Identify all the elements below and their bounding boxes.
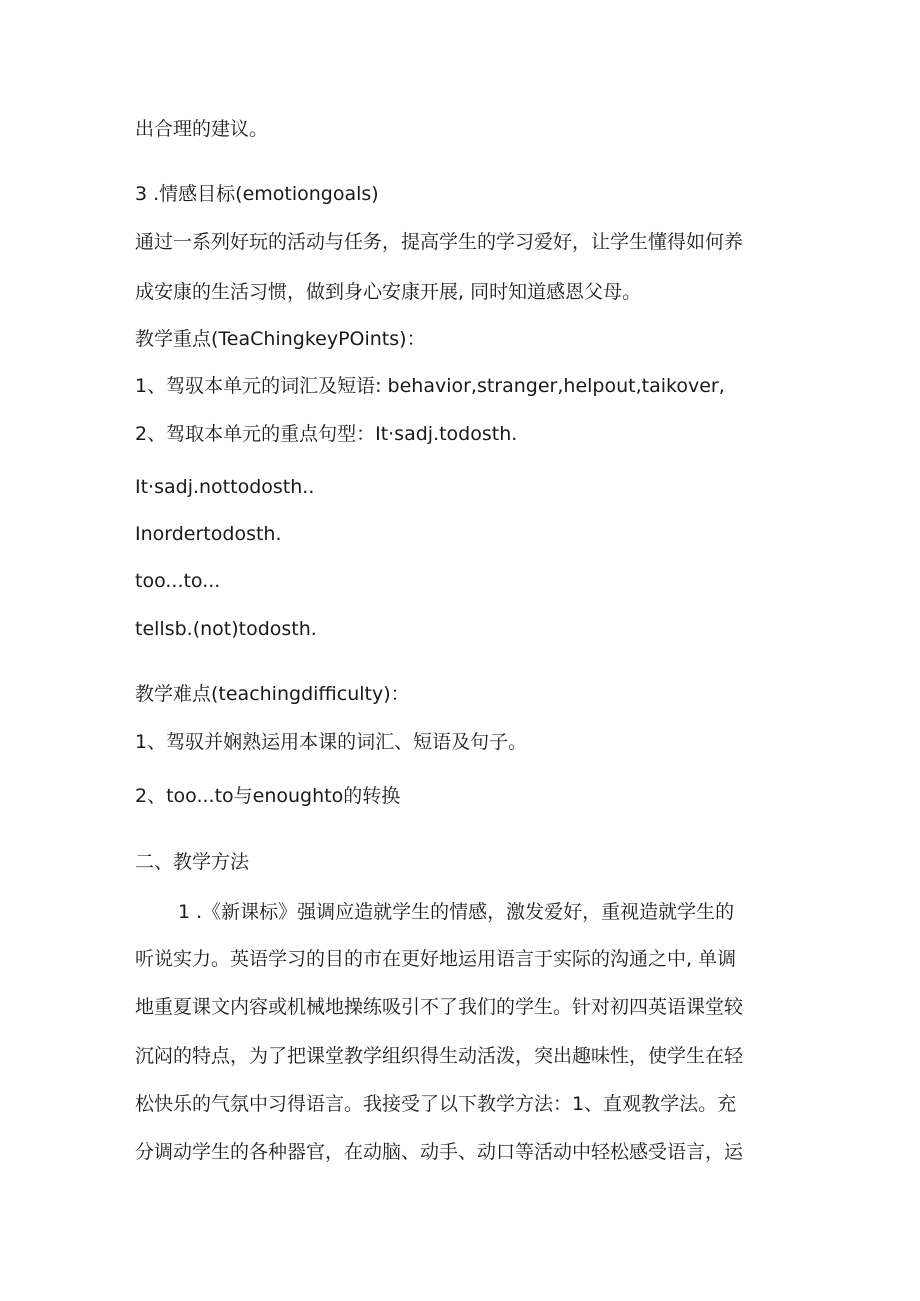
section-heading: 二、教学方法 — [135, 851, 250, 873]
paragraph-first-line: 1 .《新课标》强调应造就学生的情感，激发爱好，重视造就学生的 — [178, 901, 735, 923]
text-line: 出合理的建议。 — [135, 118, 269, 140]
text-line: 松快乐的气氛中习得语言。我接受了以下教学方法：1、直观教学法。充 — [135, 1093, 737, 1115]
text-line: 成安康的生活习惯，做到身心安康开展, 同时知道感恩父母。 — [135, 281, 642, 303]
text-line: 2、驾取本单元的重点句型：It·sadj.todosth. — [135, 423, 518, 445]
text-line: tellsb.(not)todosth. — [135, 618, 317, 640]
section-heading: 教学重点(TeaChingkeyPOints)： — [135, 328, 426, 350]
text-line: Inordertodosth. — [135, 523, 282, 545]
text-line: 听说实力。英语学习的目的市在更好地运用语言于实际的沟通之中, 单调 — [135, 948, 737, 970]
text-line: 通过一系列好玩的活动与任务，提高学生的学习爱好，让学生懂得如何养 — [135, 231, 744, 253]
text-line: too...to... — [135, 570, 221, 592]
text-line: 1、驾驭并娴熟运用本课的词汇、短语及句子。 — [135, 731, 528, 753]
text-line: 分调动学生的各种器官，在动脑、动手、动口等活动中轻松感受语言，运 — [135, 1141, 744, 1163]
text-line: 1、驾驭本单元的词汇及短语: behavior,stranger,helpout,taikover, — [135, 375, 725, 397]
section-heading: 教学难点(teachingdifficulty)： — [135, 683, 410, 705]
text-line: 地重夏课文内容或机械地操练吸引不了我们的学生。针对初四英语课堂较 — [135, 996, 744, 1018]
section-heading: 3 .情感目标(emotiongoals) — [135, 183, 379, 205]
text-line: 2、too...to与enoughto的转换 — [135, 785, 401, 807]
text-line: It·sadj.nottodosth.. — [135, 476, 315, 498]
text-line: 沉闷的特点，为了把课堂教学组织得生动活泼，突出趣味性，使学生在轻 — [135, 1045, 744, 1067]
